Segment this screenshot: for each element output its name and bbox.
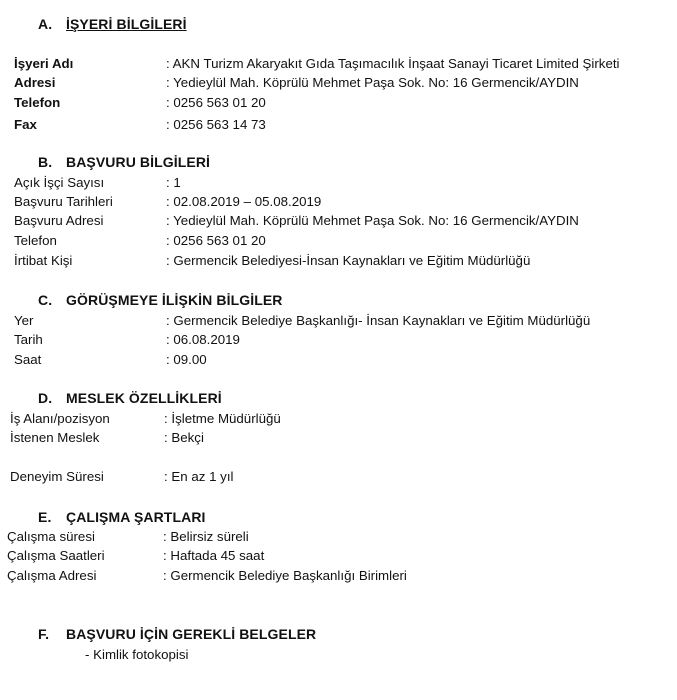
section-f-title: BAŞVURU İÇİN GEREKLİ BELGELER xyxy=(66,626,317,642)
section-f-heading xyxy=(38,626,316,642)
field-value: : Germencik Belediye Başkanlığı Birimleri xyxy=(163,568,407,583)
field-label: Başvuru Tarihleri xyxy=(14,194,113,209)
field-label: Saat xyxy=(14,352,42,367)
field-value: : 06.08.2019 xyxy=(166,332,240,347)
section-c-heading xyxy=(38,292,283,308)
section-f-letter: F. xyxy=(38,626,50,642)
field-label: Çalışma Saatleri xyxy=(7,548,105,563)
section-d-letter: D. xyxy=(38,390,53,406)
field-label: İş Alanı/pozisyon xyxy=(10,411,110,426)
field-value: : En az 1 yıl xyxy=(164,469,233,484)
field-value: : 0256 563 14 73 xyxy=(166,117,266,132)
section-c-title: GÖRÜŞMEYE İLİŞKİN BİLGİLER xyxy=(66,292,283,308)
field-value: : 0256 563 01 20 xyxy=(166,233,266,248)
field-label: Çalışma Adresi xyxy=(7,568,97,583)
field-label: Tarih xyxy=(14,332,43,347)
section-a-heading xyxy=(38,16,187,32)
field-label: İstenen Meslek xyxy=(10,430,100,445)
field-label: İrtibat Kişi xyxy=(14,253,73,268)
field-label: Yer xyxy=(14,313,34,328)
field-label: Telefon xyxy=(14,95,61,110)
field-value: : İşletme Müdürlüğü xyxy=(164,411,281,426)
field-value: : Bekçi xyxy=(164,430,204,445)
section-d-heading xyxy=(38,390,222,406)
field-value: : Germencik Belediyesi-İnsan Kaynakları ve Eğitim Müdürlüğü xyxy=(166,253,530,268)
field-value: : Belirsiz süreli xyxy=(163,529,249,544)
field-value: : 02.08.2019 – 05.08.2019 xyxy=(166,194,321,209)
field-value: : 0256 563 01 20 xyxy=(166,95,266,110)
section-c-letter: C. xyxy=(38,292,53,308)
section-b-heading xyxy=(38,154,210,170)
section-b-letter: B. xyxy=(38,154,53,170)
field-value: : 1 xyxy=(166,175,181,190)
section-e-title: ÇALIŞMA ŞARTLARI xyxy=(66,509,206,525)
field-label: Açık İşçi Sayısı xyxy=(14,175,105,190)
section-b-title: BAŞVURU BİLGİLERİ xyxy=(66,154,211,170)
section-d-title: MESLEK ÖZELLİKLERİ xyxy=(66,390,222,406)
field-value: : Germencik Belediye Başkanlığı- İnsan Kaynakları ve Eğitim Müdürlüğü xyxy=(166,313,590,328)
field-label: Telefon xyxy=(14,233,57,248)
field-label: Fax xyxy=(14,117,37,132)
field-label: Çalışma süresi xyxy=(7,529,95,544)
field-value: : AKN Turizm Akaryakıt Gıda Taşımacılık İnşaat Sanayi Ticaret Limited Şirketi xyxy=(166,56,620,71)
section-e-heading xyxy=(38,509,206,525)
field-label: Adresi xyxy=(14,75,56,90)
field-label: Başvuru Adresi xyxy=(14,213,104,228)
field-label: İşyeri Adı xyxy=(14,56,74,71)
field-label: Deneyim Süresi xyxy=(10,469,104,484)
section-e-letter: E. xyxy=(38,509,52,525)
field-value: : 09.00 xyxy=(166,352,207,367)
section-a-letter: A. xyxy=(38,16,53,32)
section-a-title: İŞYERİ BİLGİLERİ xyxy=(66,16,187,32)
field-value: : Yedieylül Mah. Köprülü Mehmet Paşa Sok. No: 16 Germencik/AYDIN xyxy=(166,75,579,90)
required-document-item: - Kimlik fotokopisi xyxy=(85,647,189,662)
field-value: : Yedieylül Mah. Köprülü Mehmet Paşa Sok. No: 16 Germencik/AYDIN xyxy=(166,213,579,228)
field-value: : Haftada 45 saat xyxy=(163,548,264,563)
